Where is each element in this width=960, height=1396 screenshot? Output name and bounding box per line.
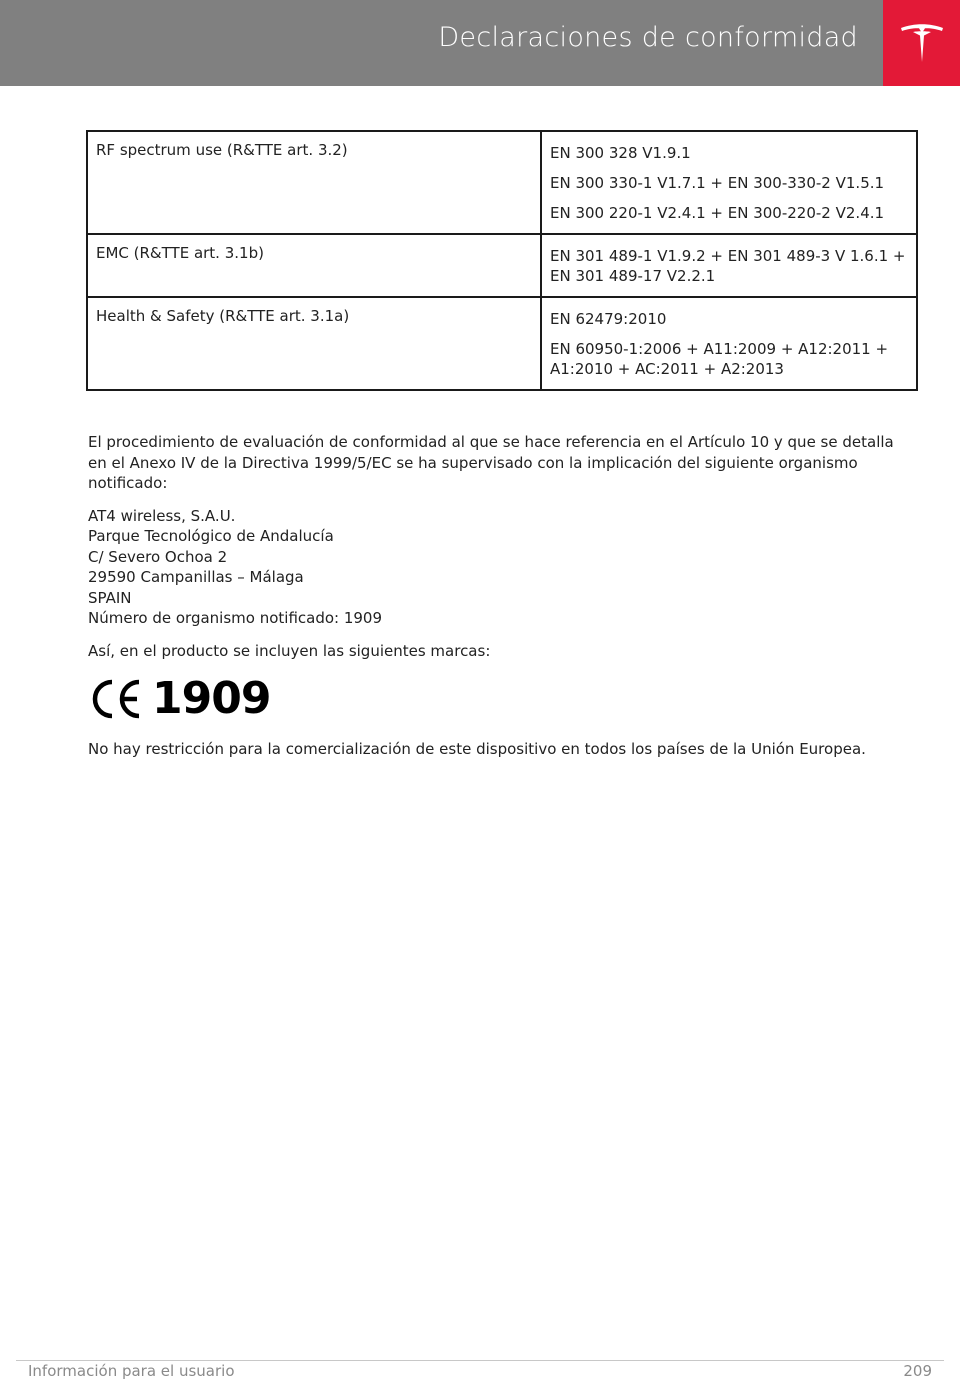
tesla-logo-icon [898,19,946,67]
address-line: 29590 Campanillas – Málaga [88,568,304,586]
standard-value: EN 300 330-1 V1.7.1 + EN 300-330-2 V1.5.1 [550,174,885,192]
body-content [88,432,908,772]
standards-table [86,130,918,391]
row-values [541,131,917,234]
row-label: EMC (R&TTE art. 3.1b) [87,234,541,297]
standard-value: EN 60950-1:2006 + A11:2009 + A12:2011 + A1:2010 + AC:2011 + A2:2013 [550,340,889,378]
standard-value: EN 300 220-1 V2.4.1 + EN 300-220-2 V2.4.1 [550,204,885,222]
ce-mark [90,673,908,725]
notified-body-address [88,506,908,629]
ce-mark-icon [90,677,144,721]
page-number: 209 [903,1362,932,1380]
ce-mark-number: 1909 [152,673,271,724]
logo-box [883,0,960,86]
standard-value: EN 62479:2010 [550,310,667,328]
table-row [87,131,917,234]
standard-value: EN 300 328 V1.9.1 [550,144,691,162]
page-title: Declaraciones de conformidad [438,22,858,53]
closing-paragraph: No hay restricción para la comercialización de este dispositivo en todos los países de la Unión Europea. [88,740,866,758]
footer-section: Información para el usuario [28,1362,235,1380]
marks-paragraph: Así, en el producto se incluyen las siguientes marcas: [88,641,491,660]
page-header [0,0,960,86]
address-line: SPAIN [88,588,132,607]
address-line: Número de organismo notificado: 1909 [88,609,383,627]
row-label: RF spectrum use (R&TTE art. 3.2) [87,131,541,234]
row-label: Health & Safety (R&TTE art. 3.1a) [87,297,541,390]
standard-value: EN 301 489-1 V1.9.2 + EN 301 489-3 V 1.6.1 + EN 301 489-17 V2.2.1 [550,247,906,285]
address-line: AT4 wireless, S.A.U. [88,506,236,525]
address-line: C/ Severo Ochoa 2 [88,547,228,566]
row-values [541,234,917,297]
intro-paragraph: El procedimiento de evaluación de conformidad al que se hace referencia en el Artículo 10 y que se detalla en el Anexo IV de la Directiva 1999/5/EC se ha supervisado con la implicación del siguiente organismo notificado: [88,433,894,492]
address-line: Parque Tecnológico de Andalucía [88,527,334,545]
table-row [87,297,917,390]
footer-divider [16,1360,944,1361]
table-row [87,234,917,297]
row-values [541,297,917,390]
